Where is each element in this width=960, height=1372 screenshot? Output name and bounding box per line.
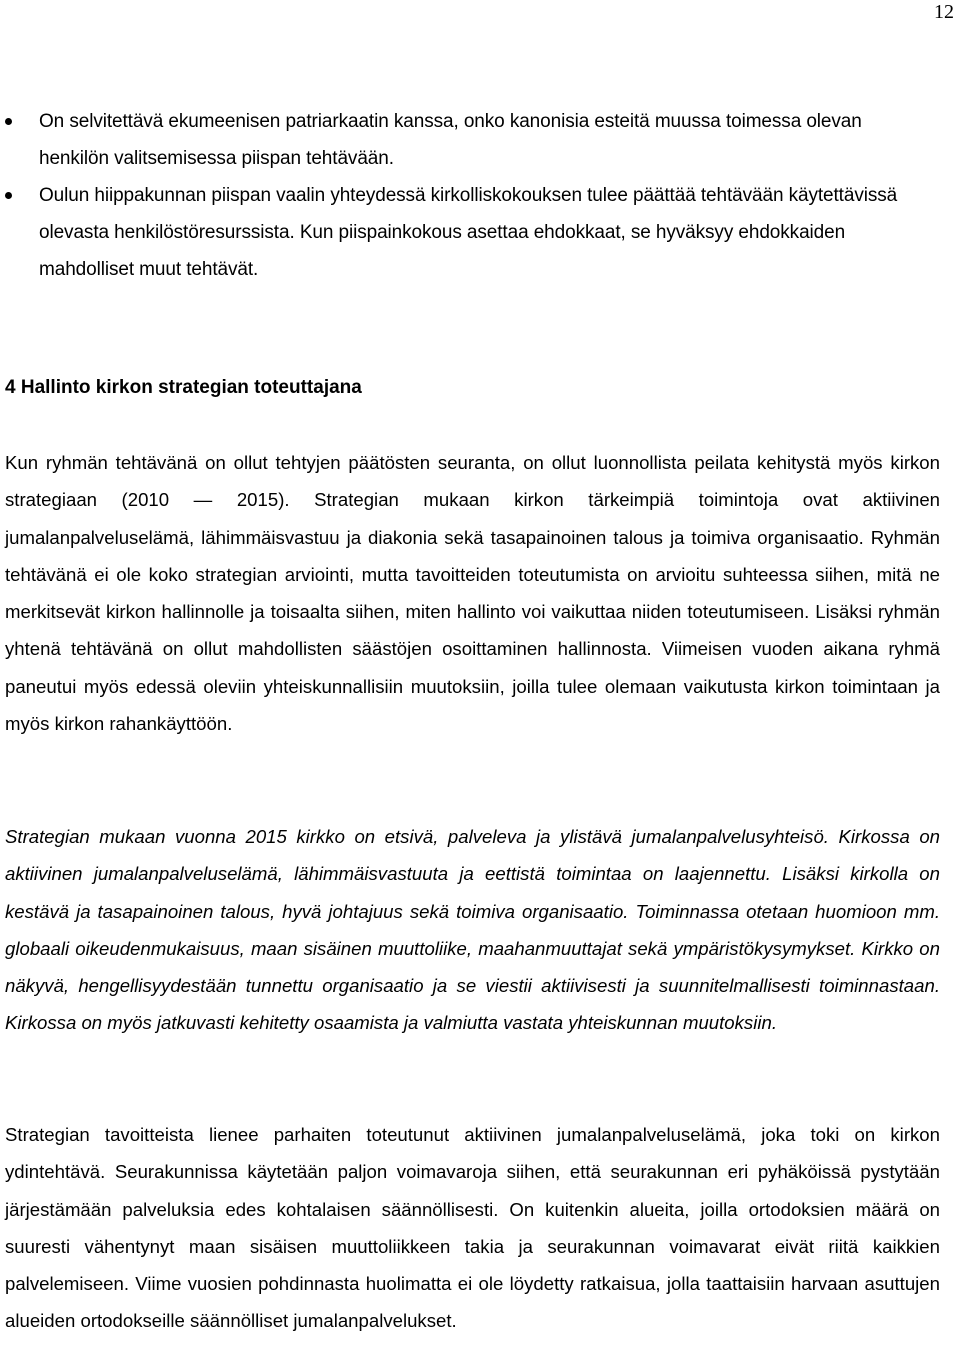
paragraph: Kun ryhmän tehtävänä on ollut tehtyjen päätösten seuranta, on ollut luonnollista peilata kehitystä myös kirkon strategiaan (2010 — 2015). Strategian mukaan kirkon tärkeimpiä toimintoja ovat aktiivinen jumalanpalveluselämä, lähimmäisvastuu ja diakonia sekä tasapainoinen talous ja toimiva organisaatio. Ryhmän tehtävänä ei ole koko strategian arviointi, mutta tavoitteiden toteutumista on arvioitu suhteessa siihen, mitä ne merkitsevät kirkon hallinnolle ja toisaalta siihen, miten hallinto voi vaikuttaa niiden toteutumiseen. Lisäksi ryhmän yhtenä tehtävänä on ollut mahdollisten säästöjen osoittaminen hallinnosta. Viimeisen vuoden aikana ryhmä paneutui myös edessä oleviin yhteiskunnallisiin muutoksiin, joilla tulee olemaan vaikutusta kirkon toimintaan ja myös kirkon rahankäyttöön.	[5, 452, 940, 735]
section-heading: 4 Hallinto kirkon strategian toteuttajana	[5, 377, 362, 398]
italic-paragraph: Strategian mukaan vuonna 2015 kirkko on etsivä, palveleva ja ylistävä jumalanpalvelusyhteisö. Kirkossa on aktiivinen jumalanpalveluselämä, lähimmäisvastuuta ja eettistä toimintaa on laajennettu. Lisäksi kirkolla on kestävä ja tasapainoinen talous, hyvä johtajuus sekä toimiva organisaatio. Toiminnassa otetaan huomioon mm. globaali oikeudenmukaisuus, maan sisäinen muuttoliike, maahanmuuttajat sekä ympäristökysymykset. Kirkko on näkyvä, hengellisyydestään tunnettu organisaatio ja se viestii aktiivisesti ja suunnitelmallisesti toiminnastaan. Kirkossa on myös jatkuvasti kehitetty osaamista ja valmiutta vastata yhteiskunnan muutoksiin.	[5, 826, 940, 1034]
bullet-dot-icon	[5, 118, 12, 125]
bullet-list	[0, 103, 960, 288]
bullet-text: Oulun hiippakunnan piispan vaalin yhteydessä kirkolliskokouksen tulee päättää tehtävään käytettävissä olevasta henkilöstöresurssista. Kun piispainkokous asettaa ehdokkaat, se hyväksyy ehdokkaiden mahdolliset muut tehtävät.	[39, 185, 898, 280]
bullet-dot-icon	[5, 192, 12, 199]
bullet-text: On selvitettävä ekumeenisen patriarkaatin kanssa, onko kanonisia esteitä muussa toimessa olevan henkilön valitsemisessa piispan tehtävään.	[39, 111, 862, 169]
bullet-item	[0, 103, 960, 177]
bullet-item	[0, 177, 960, 288]
page-number: 12	[934, 1, 954, 23]
paragraph: Strategian tavoitteista lienee parhaiten toteutunut aktiivinen jumalanpalveluselämä, joka toki on kirkon ydintehtävä. Seurakunnissa käytetään paljon voimavaroja siihen, että seurakunnan eri pyhäköissä pystytään järjestämään palveluksia edes kohtalaisen säännöllisesti. On kuitenkin alueita, joilla ortodoksien määrä on suuresti vähentynyt maan sisäisen muuttoliikkeen takia ja seurakunnan voimavarat eivät riitä kaikkien palvelemiseen. Viime vuosien pohdinnasta huolimatta ei ole löydetty ratkaisua, jolla taattaisiin harvaan asuttujen alueiden ortodokseille säännölliset jumalanpalvelukset.	[5, 1124, 940, 1332]
